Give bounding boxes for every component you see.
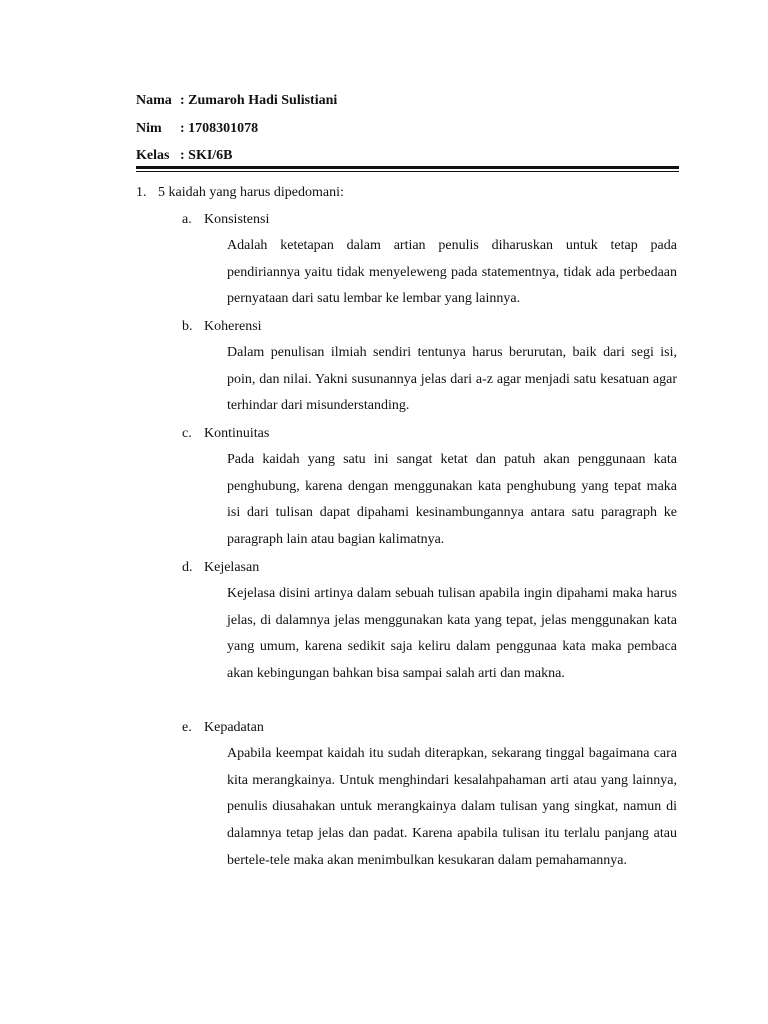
header-nim-line: [136, 120, 258, 138]
nama-value: : Zumaroh Hadi Sulistiani: [180, 93, 338, 108]
nim-label: Nim: [136, 121, 162, 136]
kelas-label: Kelas: [136, 148, 170, 163]
nim-value: : 1708301078: [180, 121, 259, 136]
list-item-title: [182, 211, 269, 229]
list-item-letter: b.: [182, 319, 193, 334]
list-item-title: [182, 318, 262, 336]
list-item-title: [182, 559, 259, 577]
list-item-heading: Kepadatan: [204, 720, 264, 735]
question-1: [136, 184, 344, 202]
header-nama-line: [136, 92, 337, 110]
list-item-heading: Kejelasan: [204, 560, 260, 575]
kelas-value: : SKI/6B: [180, 148, 233, 163]
list-item-letter: d.: [182, 560, 193, 575]
list-item-title: [182, 719, 264, 737]
question-text: 5 kaidah yang harus dipedomani:: [158, 185, 344, 200]
list-item-heading: Konsistensi: [204, 212, 270, 227]
nama-label: Nama: [136, 93, 172, 108]
list-item-paragraph: Kejelasa disini artinya dalam sebuah tulisan apabila ingin dipahami maka harus jelas, di dalamnya jelas menggunakan kata yang tepat, jelas menggunakan kata yang umum, karena sedikit saja keliru dalam penggunaa kata maka pembaca akan kebingungan bahkan bisa sampai salah arti dan makna.: [227, 586, 677, 682]
list-item-title: [182, 425, 269, 443]
list-item-paragraph: Apabila keempat kaidah itu sudah diterapkan, sekarang tinggal bagaimana cara kita merangkainya. Untuk menghindari kesalahpahaman arti atau yang lainnya, penulis diusahakan untuk merangkainya dalam tulisan yang singkat, namun di dalamnya tetap jelas dan padat. Karena apabila tulisan itu terlalu panjang atau bertele-tele maka akan menimbulkan kesukaran dalam pemahamannya.: [227, 746, 677, 868]
list-item-heading: Kontinuitas: [204, 426, 270, 441]
list-item-letter: c.: [182, 426, 192, 441]
header-divider-thin: [136, 171, 679, 172]
list-item-paragraph: Pada kaidah yang satu ini sangat ketat dan patuh akan penggunaan kata penghubung, karena dengan menggunakan kata penghubung yang tepat maka isi dari tulisan dapat dipahami kesinambungannya antara satu paragraph ke paragraph lain atau bagian kalimatnya.: [227, 452, 677, 548]
list-item-paragraph: Adalah ketetapan dalam artian penulis diharuskan untuk tetap pada pendiriannya yaitu tidak menyeleweng pada statementnya, tidak ada perbedaan pernyataan dari satu lembar ke lembar yang lainnya.: [227, 238, 677, 307]
list-item-paragraph: Dalam penulisan ilmiah sendiri tentunya harus berurutan, baik dari segi isi, poin, dan nilai. Yakni susunannya jelas dari a-z agar menjadi satu kesatuan agar terhindar dari misunderstanding.: [227, 345, 677, 414]
header-kelas-line: [136, 147, 233, 165]
question-number: 1.: [136, 185, 147, 200]
list-item-letter: a.: [182, 212, 192, 227]
list-item-letter: e.: [182, 720, 192, 735]
header-divider-thick: [136, 166, 679, 169]
list-item-heading: Koherensi: [204, 319, 262, 334]
